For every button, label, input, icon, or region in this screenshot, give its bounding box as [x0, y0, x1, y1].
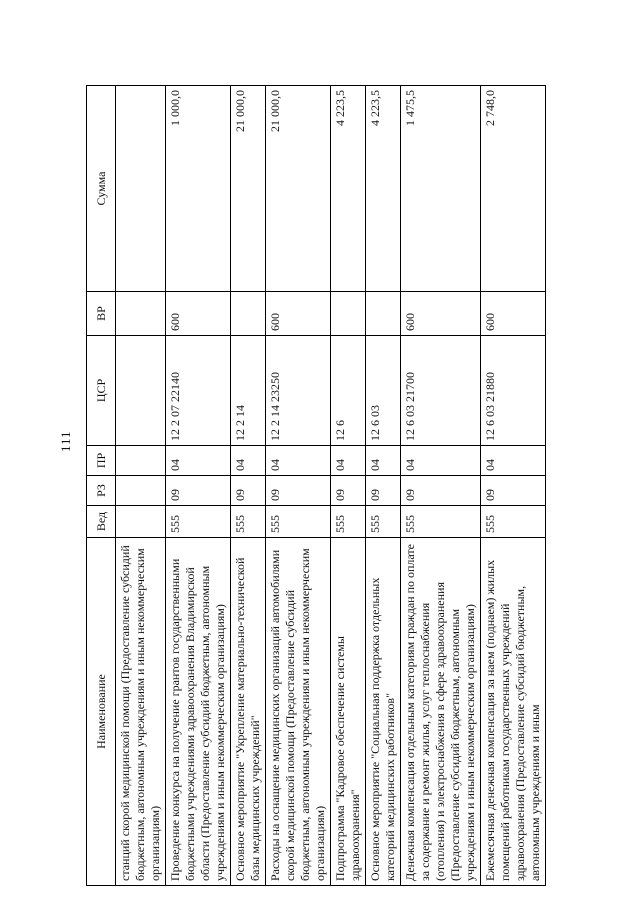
cell-sum: 1 475,5: [401, 86, 481, 292]
cell-vr: [231, 292, 266, 336]
cell-sum: 1 000,0: [166, 86, 231, 292]
cell-name: Денежная компенсация отдельным категориям граждан по оплате за содержание и ремонт жилья, услуг теплоснабжения (отопления) и электроснабжения в сфере здравоохранения (Предоставление субсидий бюджетным, автономным учреждениям и иным некоммерческим организациям): [401, 538, 481, 886]
cell-csr: 12 6 03 21880: [481, 336, 546, 446]
cell-vr: [331, 292, 366, 336]
header-rz: РЗ: [87, 476, 116, 506]
cell-csr: 12 6 03: [366, 336, 401, 446]
cell-pr: [116, 446, 166, 476]
cell-rz: 09: [331, 476, 366, 506]
cell-csr: 12 2 14: [231, 336, 266, 446]
table-row: [231, 86, 266, 886]
cell-pr: 04: [366, 446, 401, 476]
cell-name: Подпрограмма "Кадровое обеспечение системы здравоохранения": [331, 538, 366, 886]
cell-vr: 600: [401, 292, 481, 336]
header-csr: ЦСР: [87, 336, 116, 446]
table-row: [366, 86, 401, 886]
cell-rz: 09: [366, 476, 401, 506]
table-row: [166, 86, 231, 886]
cell-sum: [116, 86, 166, 292]
budget-table: [86, 85, 546, 886]
cell-csr: 12 6: [331, 336, 366, 446]
table-body: [116, 86, 546, 886]
header-pr: ПР: [87, 446, 116, 476]
table-row: [401, 86, 481, 886]
cell-sum: 4 223,5: [331, 86, 366, 292]
header-sum: Сумма: [87, 86, 116, 292]
cell-ved: 555: [231, 506, 266, 538]
cell-pr: 04: [231, 446, 266, 476]
cell-rz: [116, 476, 166, 506]
cell-ved: [116, 506, 166, 538]
cell-csr: 12 2 14 23250: [266, 336, 331, 446]
cell-vr: [366, 292, 401, 336]
cell-csr: 12 6 03 21700: [401, 336, 481, 446]
cell-rz: 09: [401, 476, 481, 506]
cell-pr: 04: [481, 446, 546, 476]
cell-rz: 09: [481, 476, 546, 506]
cell-csr: [116, 336, 166, 446]
cell-ved: 555: [401, 506, 481, 538]
cell-name: станций скорой медицинской помощи (Предоставление субсидий бюджетным, автономным учреждениям и иным некоммерческим организациям): [116, 538, 166, 886]
table-row: [116, 86, 166, 886]
cell-vr: 600: [266, 292, 331, 336]
header-name: Наименование: [87, 538, 116, 886]
cell-rz: 09: [166, 476, 231, 506]
cell-vr: 600: [481, 292, 546, 336]
cell-pr: 04: [166, 446, 231, 476]
table-row: [331, 86, 366, 886]
header-vr: ВР: [87, 292, 116, 336]
cell-name: Основное мероприятие "Укрепление материально-технической базы медицинских учреждений": [231, 538, 266, 886]
cell-ved: 555: [366, 506, 401, 538]
cell-pr: 04: [401, 446, 481, 476]
cell-vr: 600: [166, 292, 231, 336]
cell-pr: 04: [331, 446, 366, 476]
cell-ved: 555: [331, 506, 366, 538]
cell-name: Ежемесячная денежная компенсация за наем (поднаем) жилых помещений работникам государственных учреждений здравоохранения (Предоставление субсидий бюджетным, автономным учреждениям и иным: [481, 538, 546, 886]
cell-sum: 21 000,0: [231, 86, 266, 292]
cell-ved: 555: [481, 506, 546, 538]
cell-name: Основное мероприятие "Социальная поддержка отдельных категорий медицинских работников": [366, 538, 401, 886]
rotated-page-content: [86, 86, 606, 886]
cell-sum: 21 000,0: [266, 86, 331, 292]
cell-name: Проведение конкурса на получение грантов государственными бюджетными учреждениями здравоохранения Владимирской области (Предоставление субсидий бюджетным, автономным учреждениям и иным некоммерческим организациям): [166, 538, 231, 886]
cell-sum: 4 223,5: [366, 86, 401, 292]
cell-name: Расходы на оснащение медицинских организаций автомобилями скорой медицинской помощи (Предоставление субсидий бюджетным, автономным учреждениям и иным некоммерческим организациям): [266, 538, 331, 886]
header-row: [87, 86, 116, 886]
table-header: [87, 86, 116, 886]
cell-sum: 2 748,0: [481, 86, 546, 292]
table-row: [481, 86, 546, 886]
cell-pr: 04: [266, 446, 331, 476]
cell-ved: 555: [266, 506, 331, 538]
cell-ved: 555: [166, 506, 231, 538]
cell-csr: 12 2 07 22140: [166, 336, 231, 446]
header-ved: Вед: [87, 506, 116, 538]
cell-rz: 09: [266, 476, 331, 506]
cell-vr: [116, 292, 166, 336]
cell-rz: 09: [231, 476, 266, 506]
page-number: 111: [58, 430, 73, 452]
table-row: [266, 86, 331, 886]
